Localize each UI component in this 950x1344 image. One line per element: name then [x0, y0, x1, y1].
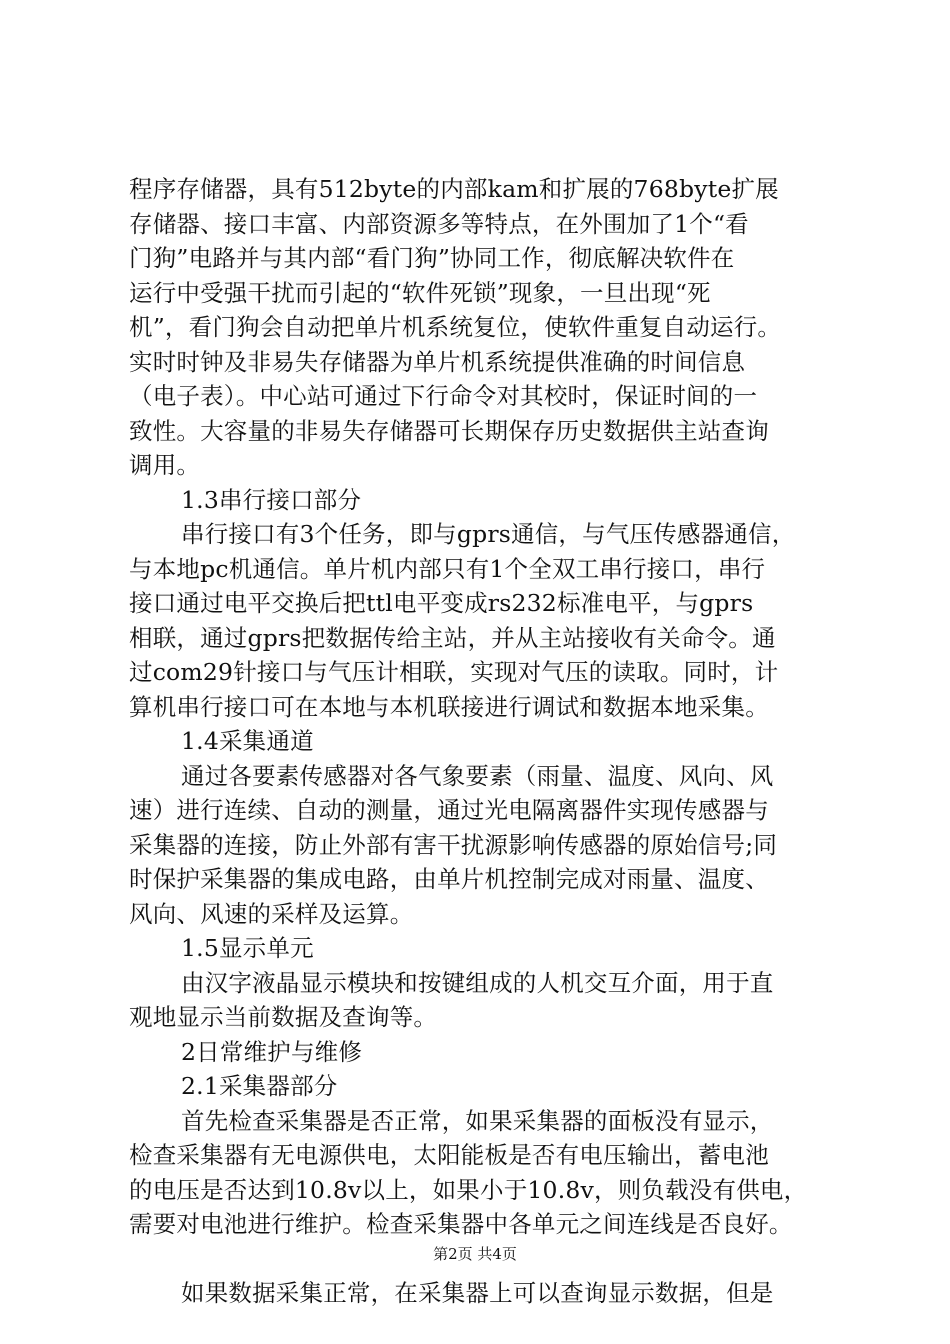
section-heading: 1.4采集通道	[181, 727, 314, 755]
text-line: 与本地pc机通信。单片机内部只有1个全双工串行接口，串行	[129, 554, 766, 583]
text-line: （电子表）。中心站可通过下行命令对其校时，保证时间的一	[129, 382, 758, 410]
section-heading: 1.3串行接口部分	[181, 485, 362, 514]
text-line: 需要对电池进行维护。检查采集器中各单元之间连线是否良好。	[129, 1210, 793, 1238]
text-line: 过com29针接口与气压计相联，实现对气压的读取。同时，计	[129, 658, 779, 686]
text-line: 采集器的连接，防止外部有害干扰源影响传感器的原始信号;同	[129, 830, 778, 859]
section-heading: 2日常维护与维修	[181, 1037, 363, 1066]
text-line: 存储器、接口丰富、内部资源多等特点，在外围加了1个“看	[129, 209, 749, 238]
text-line: 风向、风速的采样及运算。	[129, 899, 414, 928]
text-line: 运行中受强干扰而引起的“软件死锁”现象，一旦出现“死	[129, 278, 711, 307]
text-line: 门狗”电路并与其内部“看门狗”协同工作，彻底解决软件在	[129, 244, 735, 272]
text-line: 速）进行连续、自动的测量，通过光电隔离器件实现传感器与	[129, 796, 769, 824]
text-line: 接口通过电平交换后把ttl电平变成rs232标准电平，与gprs	[129, 589, 754, 617]
paragraph-start: 通过各要素传感器对各气象要素（雨量、温度、风向、风	[181, 761, 774, 790]
text-line: 致性。大容量的非易失存储器可长期保存历史数据供主站查询	[129, 416, 769, 445]
text-line: 的电压是否达到10.8v以上，如果小于10.8v，则负载没有供电，	[129, 1175, 808, 1204]
text-line: 相联，通过gprs把数据传给主站，并从主站接收有关命令。通	[129, 623, 776, 652]
text-line: 检查采集器有无电源供电，太阳能板是否有电压输出，蓄电池	[129, 1141, 769, 1169]
section-heading: 2.1采集器部分	[181, 1072, 338, 1100]
section-heading: 1.5显示单元	[181, 934, 314, 962]
body-text	[129, 172, 841, 1311]
text-line: 观地显示当前数据及查询等。	[129, 1003, 438, 1031]
text-line: 机”，看门狗会自动把单片机系统复位，使软件重复自动运行。	[129, 313, 782, 341]
paragraph-start: 由汉字液晶显示模块和按键组成的人机交互介面，用于直	[181, 968, 774, 997]
text-line: 实时时钟及非易失存储器为单片机系统提供准确的时间信息	[129, 347, 746, 376]
page-footer: 第2页 共4页	[433, 1245, 517, 1263]
text-line: 程序存储器，具有512byte的内部kam和扩展的768byte扩展	[129, 175, 779, 203]
text-line: 算机串行接口可在本地与本机联接进行调试和数据本地采集。	[129, 692, 769, 721]
paragraph-start: 如果数据采集正常，在采集器上可以查询显示数据，但是	[181, 1279, 774, 1307]
text-line: 时保护采集器的集成电路，由单片机控制完成对雨量、温度、	[129, 865, 769, 893]
paragraph-start: 首先检查采集器是否正常，如果采集器的面板没有显示，	[181, 1106, 774, 1135]
paragraph-start: 串行接口有3个任务，即与gprs通信，与气压传感器通信，	[181, 520, 796, 548]
text-line: 调用。	[129, 451, 201, 479]
